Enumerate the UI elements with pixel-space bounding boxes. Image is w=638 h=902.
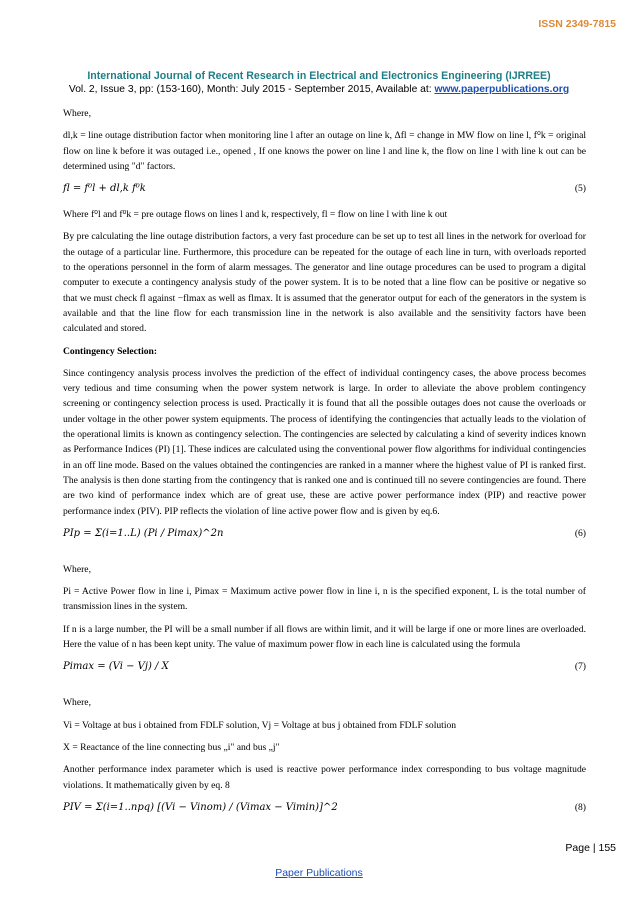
where-label: Where, [63,697,91,709]
equation-8 [63,800,586,828]
equation-7 [63,659,586,687]
article-body [63,106,586,836]
definition-paragraph: Where f⁰l and f⁰k = pre outage flows on lines l and k, respectively, fl = flow on line l with line k out [63,209,448,221]
where-label: Where, [63,563,91,575]
body-paragraph: If n is a large number, the PI will be a small number if all flows are within limit, and it will be large if one or more lines are overloaded. Here the value of n has been kept unity. The value of maximum power flow in each line is calculated using the formula [63,623,586,651]
equation-8-expression: PIV = Σ(i=1..npq) [(Vi − Vinom) / (Vimax − Vimin)]^2 [63,801,338,813]
body-paragraph: By pre calculating the line outage distribution factors, a very fast procedure can be set up to test all lines in the network for overload for the outage of a particular line. Furthermore, this procedure can be repeated for the outage of each line in turn, with overloads reported to the operations personnel in the form of alarm messages. The generator and line outage procedures can be used to program a digital computer to execute a contingency analysis study of the power system. It is to be noted that a line flow can be positive or negative so that we must check fl against −flmax as well as flmax. It is assumed that the generator output for each of the generators in the system is available and that the line flow for each transmission line in the network is also available and the sensitivity factors have been calculated and stored. [63,231,586,335]
definition-paragraph: X = Reactance of the line connecting bus „i" and bus „j" [63,741,280,753]
equation-7-expression: Pimax = (Vi − Vj) / X [63,661,169,673]
where-label: Where, [63,108,91,119]
equation-6-expression: PIp = Σ(i=1..L) (Pi / Pimax)^2n [63,527,224,539]
body-paragraph: Another performance index parameter which is used is reactive power performance index corresponding to bus voltage magnitude violations. It mathematically given by eq. 8 [63,764,586,791]
definition-paragraph: Vi = Voltage at bus i obtained from FDLF solution, Vj = Voltage at bus j obtained from FDLF solution [63,719,457,731]
definition-paragraph: Pi = Active Power flow in line i, Pimax = Maximum active power flow in line i, n is the specified exponent, L is the total number of transmission lines in the system. [63,586,586,613]
page-number: Page | 155 [565,842,616,854]
volume-info-text: Vol. 2, Issue 3, pp: (153-160), Month: July 2015 - September 2015, Available at: [68,84,435,95]
equation-5-expression: fl = f⁰l + dl,k f⁰k [63,183,146,195]
body-paragraph: Since contingency analysis process involves the prediction of the effect of individual contingency cases, the above process becomes very tedious and time consuming when the power system network is large. In order to alleviate the above problem contingency screening or contingency selection process is used. Practically it is found that all the possible outages does not cause the overloads or under voltage in the other power system equipments. The process of identifying the contingencies that actually leads to the violation of the operational limits is known as contingency selection. The contingencies are selected by calculating a kind of severity indices known as Performance Indices (PI) [1]. These indices are calculated using the conventional power flow algorithms for individual contingencies in an off line mode. Based on the values obtained the contingencies are ranked in a manner where the highest value of PI is ranked first. The analysis is then done starting from the contingency that is ranked one and is continued till no severe contingencies are found. There are two kind of performance index which are of great use, these are active power performance index (PIP) and reactive power performance index (PIV). PIP reflects the violation of line active power flow and is given by eq.6. [63,367,586,517]
equation-8-number: (8) [574,801,586,813]
issn-label: ISSN 2349-7815 [538,18,616,30]
equation-6 [63,526,586,554]
equation-7-number: (7) [574,661,586,673]
equation-5-number: (5) [574,183,586,195]
definition-paragraph: dl,k = line outage distribution factor when monitoring line l after an outage on line k, Δfl = change in MW flow on line l, f⁰k = original flow on line k before it was outaged i.e., opened , If one knows the power on line l and line k, the flow on line l with line k out can be determined using "d" factors. [63,130,586,172]
section-heading: Contingency Selection: [63,345,158,357]
publisher-link[interactable]: Paper Publications [275,867,363,879]
equation-6-number: (6) [574,527,586,539]
equation-5 [63,181,586,199]
volume-info [0,84,638,95]
journal-title: International Journal of Recent Research in Electrical and Electronics Engineering (IJRREE) [87,70,551,82]
journal-website-link[interactable]: www.paperpublications.org [434,84,570,95]
